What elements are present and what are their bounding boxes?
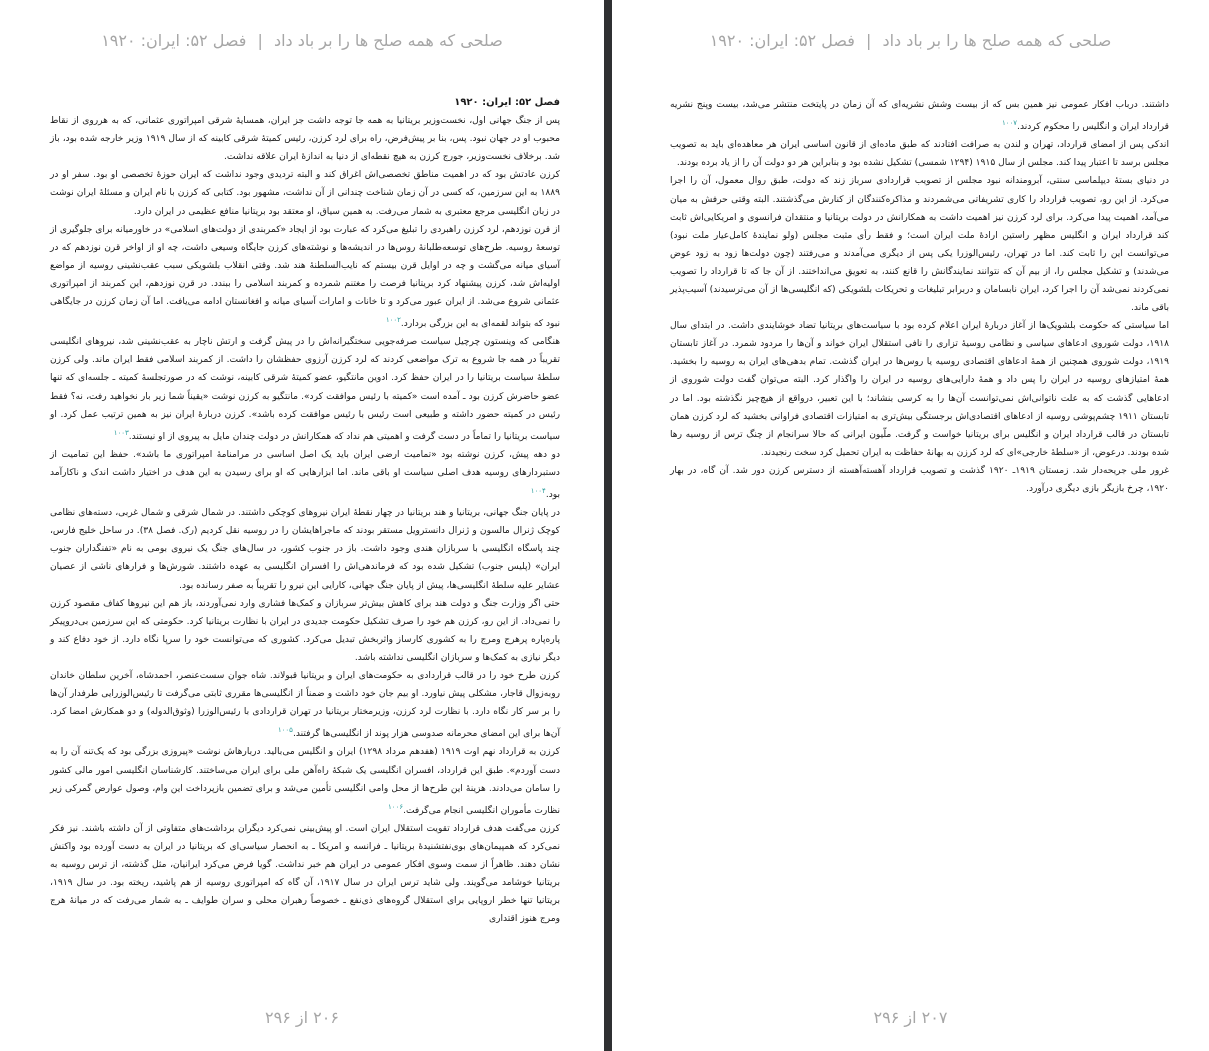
paragraph: غرور ملی جریحه‌دار شد. زمستان ۱۹۱۹ـ ۱۹۲۰ گذشت و تصویب قرارداد آهسته‌آهسته از دسترس کرزن دور شد. آن گاه، در بهار ۱۹۲۰، چرخ بازیگر بازی دیگری درآورد.	[670, 465, 1169, 494]
paragraph: در دنیای بستهٔ دیپلماسی سنتی، آبرومندانه نبود مجلس از تصویب قراردادی سرباز زند که دولت، طبق روال معمول، آن را اجرا می‌کرد. از این رو، تصویب قرارداد را کاری تشریفاتی می‌شمردند و مذاکره‌کنندگان از کنارش می‌گذشتند. البته وقتی حرفش به میان می‌آمد، اهمیت پیدا می‌کرد. برای لرد کرزن نیز اهمیت داشت به همکارانش در دولت بریتانیا و منتقدان فرانسوی و امریکایی‌اش ثابت کند قرارداد ایران و انگلیس مظهر راستین ارادهٔ ملت ایران است؛ و فقط رأی مثبت مجلس (ولو نمایندهٔ کامل‌عیار ملت نبود) می‌توانست این را ثابت کند. اما در تهران، رئیس‌الوزرا یکی پس از دیگری می‌آمدند و می‌رفتند (چون دولت‌ها زود به زود عوض می‌شدند) و تشکیل مجلس را، از بیم آن که نتوانند نمایندگانش را قانع کنند، به تعویق می‌انداختند. از آن جا که تا قرارداد را تصویب نمی‌کردند نمی‌شد آن را اجرا کرد، ایران نابسامان و دربرابر تبلیغات و تحریکات بلشویکی (که انگلیسی‌ها از آن می‌ترسیدند) آسیب‌پذیر باقی ماند.	[670, 176, 1169, 314]
header-book-title: صلحی که همه صلح ها را بر باد داد	[273, 31, 503, 50]
page-number: ۲۰۷ از ۲۹۶	[873, 1008, 948, 1027]
running-header	[0, 31, 604, 50]
paragraph: اما سیاستی که حکومت بلشویک‌ها از آغاز دربارهٔ ایران اعلام کرده بود با سیاست‌های بریتانیا تضاد خوشایندی داشت. در ابتدای سال ۱۹۱۸، دولت شوروی ادعاهای سیاسی و نظامی روسیهٔ تزاری را نافی استقلال ایران خواند و آن‌ها را مردود شمرد. در آغاز تابستان ۱۹۱۹، دولت شوروی همچنین از همهٔ ادعاهای اقتصادی روسیه یا روس‌ها در ایران گذشت. تمام بدهی‌های ایران به روسیه را بخشید. همهٔ امتیازهای روسیه در ایران را پس داد و همهٔ دارایی‌های روسیه در ایران را واگذار کرد. البته می‌توان گفت دولت شوروی از ادعاهایی گذشت که به علت ناتوانی‌اش نمی‌توانست آن‌ها را به کرسی بنشاند؛ با این تعبیر، درواقع از هیچ‌چیز نگذشته بود. اما در تابستان ۱۹۱۱ چشم‌پوشی روسیه از ادعاهای اقتصادی‌اش برجستگی بیش‌تری به امتیازات اقتصادی فراوانی بخشید که لرد کرزن همان تابستان در قالب قرارداد ایران و انگلیس برای بریتانیا خواست و گرفت. ملّیون ایرانی که حالا سرانجام از چنگ ترس از روسیه رها شده بودند. درعوض، از «سلطهٔ خارجی»ای که لرد کرزن به بهانهٔ حفاظت به ایران تحمیل کرد سخت رنجیدند.	[670, 321, 1169, 458]
paragraph: کرزن می‌گفت هدف قرارداد تقویت استقلال ایران است. او پیش‌بینی نمی‌کرد دیگران برداشت‌های متفاوتی از آن داشته باشند. نیز فکر نمی‌کرد که همپیمان‌های بوی‌نفتشنیدهٔ بریتانیا ـ فرانسه و امریکا ـ به انحصار سیاسی‌ای که بریتانیا در ایران به دست آورده بود واکنش نشان دهند. ظاهراً از سمت وسوی افکار عمومی در ایران هم خبر نداشت. گویا فرض می‌کرد ایرانیان، مثل گذشته، از ترس روسیه به بریتانیا خوشامد می‌گویند. ولی شاید ترس ایران در سال ۱۹۱۷، آن گاه که امپراتوری روسیه از هم پاشید، ریخته بود. در سال ۱۹۱۹، بریتانیا تنها خطر اروپایی برای استقلال گروه‌های ذی‌نفع ـ خصوصاً رهبران محلی و سران طوایف ـ به شمار می‌رفت که در میانهٔ هرج ومرج هنوز اقتداری	[50, 823, 560, 925]
footnote-link[interactable]: ۱۰۰۶	[388, 802, 404, 811]
footnote-link[interactable]: ۱۰۰۴	[530, 487, 546, 496]
header-chapter: فصل ۵۲: ایران: ۱۹۲۰	[709, 31, 855, 50]
page-206	[0, 0, 604, 1051]
paragraph: پس از جنگ جهانی اول، نخست‌وزیر بریتانیا به همه جا توجه داشت جز ایران، همسایهٔ شرقی امپراتوری عثمانی، که به هرروی از نقاط محبوب او در جهان نبود. پس، بنا بر پیش‌فرض، راه برای لرد کرزن، رئیس کمیتهٔ شرقی کابینه که از سال ۱۹۱۹ وزیر خارجه شده بود، باز شد. برخلاف نخست‌وزیر، جورج کرزن به هیچ نقطه‌ای از دنیا به اندازهٔ ایران علاقه نداشت.	[50, 116, 560, 163]
paragraph: کرزن طرح خود را در قالب قراردادی به حکومت‌های ایران و بریتانیا قبولاند. شاه جوان سست‌عنصر، احمدشاه، آخرین سلطان خاندان روبه‌زوال قاجار، مشکلی پیش نیاورد. او بیم جان خود داشت و ضمناً از انگلیسی‌ها مقرری ثابتی می‌گرفت تا رئیس‌الوزرایی طرفدار آن‌ها را بر سر کار نگاه دارد. با نظارت لرد کرزن، وزیرمختار بریتانیا در تهران قراردادی با رئیس‌الوزرا (وثوق‌الدوله) و دو همکارش امضا کرد. آن‌ها برای این امضای محرمانه صدوسی هزار پوند از انگلیسی‌ها گرفتند.$^{۱۰۰۵}$	[50, 671, 560, 740]
header-separator: |	[865, 31, 872, 50]
footnote-link[interactable]: ۱۰۰۲	[385, 316, 401, 325]
paragraph: در پایان جنگ جهانی، بریتانیا و هند بریتانیا در چهار نقطهٔ ایران نیروهای کوچکی داشتند. در شمال شرقی و شمال غربی، دسته‌های نظامی کوچک ژنرال مالسون و ژنرال دانسترویل مستقر بودند که ماجراهایشان را در روسیه نقل کردیم (رک. فصل ۳۸). در ساحل خلیج فارس، چند پاسگاه انگلیسی با سربازان هندی وجود داشت. باز در جنوب کشور، در سال‌های جنگ یک نیروی بومی به نام «تفنگداران جنوب ایران» (پلیس جنوب) تشکیل شده بود که فرماندهی‌اش را افسران انگلیسی به عهده داشتند. شورش‌ها و فرارهای ناشی از عصیان عشایر علیه سلطهٔ انگلیسی‌ها، پیش از پایان جنگ جهانی، کارایی این نیرو را تقریباً به صفر رسانده بود.	[50, 508, 560, 591]
header-separator: |	[257, 31, 263, 50]
page-body	[670, 96, 1169, 498]
paragraph: حتی اگر وزارت جنگ و دولت هند برای کاهش بیش‌تر سربازان و کمک‌ها فشاری وارد نمی‌آوردند، باز هم این نیروها کفاف مقصود کرزن را نمی‌داد. از این رو، کرزن هم خود را صرف تشکیل حکومت جدیدی در ایران با نظارت بریتانیا کرد. حکومتی که این سرزمین بی‌دروپیکر پاره‌پاره پرهرج ومرج را به کشوری کارساز واثربخش تبدیل می‌کرد. کشوری که می‌توانست خود را سرپا نگاه دارد. از خود دفاع کند و دیگر نیازی به کمک‌ها و سربازان انگلیسی نداشته باشد.	[50, 598, 560, 663]
footnote-link[interactable]: ۱۰۰۵	[277, 726, 293, 735]
paragraph: از قرن نوزدهم، لرد کرزن راهبردی را تبلیغ می‌کرد که عبارت بود از ایجاد «کمربندی از دولت‌های اسلامی» در خاورمیانه برای جلوگیری از توسعهٔ روسیه. طرح‌های توسعه‌طلبانهٔ روس‌ها در اندیشه‌ها و نوشته‌های کرزن جایگاه وسیعی داشت، چه او از اواخر قرن نوزدهم که در آسیای میانه می‌گشت و چه در اوایل قرن بیستم که نایب‌السلطنهٔ هند شد. وقتی انقلاب بلشویکی سبب عقب‌نشینی روسیه از مواضع اولیه‌اش شد، کرزن پیشنهاد کرد بریتانیا فرصت را مغتنم شمرده و کمربند اسلامی را ببندد. در قرن نوزدهم، این کمربند از امپراتوری عثمانی شروع می‌شد. از ایران عبور می‌کرد و تا خانات و امارات آسیای میانه و افغانستان ادامه می‌یافت. اما آن زمان کرزن در جایگاهی نبود که بتواند لقمه‌ای به این بزرگی بردارد.$^{۱۰۰۲}$	[50, 224, 560, 330]
chapter-title: فصل ۵۲: ایران: ۱۹۲۰	[454, 97, 560, 108]
header-book-title: صلحی که همه صلح ها را بر باد داد	[882, 31, 1112, 50]
footnote-link[interactable]: ۱۰۰۷	[1002, 119, 1018, 128]
paragraph: اندکی پس از امضای قرارداد، تهران و لندن به صرافت افتادند که طبق ماده‌ای از قانون اساسی ایران هر معاهده‌ای باید به تصویب مجلس برسد تا اعتبار پیدا کند. مجلس از سال ۱۹۱۵ (۱۲۹۴ شمسی) تشکیل نشده بود و بنابراین هر دو دولت آن را از یاد برده بودند.	[670, 140, 1169, 169]
paragraph: دو دهه پیش، کرزن نوشته بود «تمامیت ارضی ایران باید یک اصل اساسی در مرامنامهٔ امپراتوری ما باشد». حفظ این تمامیت از دستبردارهای روسیه هدف اصلی سیاست او باقی ماند. اما ابزارهایی که او برای رسیدن به این هدف در اختیار داشت اندک و ناکارآمد بود.$^{۱۰۰۴}$	[50, 449, 560, 501]
paragraph: کرزن به قرارداد نهم اوت ۱۹۱۹ (هفدهم مرداد ۱۲۹۸) ایران و انگلیس می‌بالید. دربارهاش نوشت «پیروزی بزرگی بود که یک‌تنه آن را به دست آوردم». طبق این قرارداد، افسران انگلیسی یک شبکهٔ راه‌آهن ملی برای ایران می‌ساختند. کارشناسان انگلیسی امور مالی کشور را سامان می‌دادند. هزینهٔ این طرح‌ها از محل وامی انگلیسی تأمین می‌شد و برای تضمین بازپرداخت این وام، وصول عوارض گمرکی زیر نظارت مأموران انگلیسی انجام می‌گرفت.$^{۱۰۰۶}$	[50, 747, 560, 816]
page-207	[612, 0, 1209, 1051]
footnote-link[interactable]: ۱۰۰۳	[113, 428, 129, 437]
paragraph: هنگامی که وینستون چرچیل سیاست صرفه‌جویی سختگیرانه‌اش را در پیش گرفت و ارتش ناچار به عقب‌نشینی شد، نیروهای انگلیسی تقریباً در همه جا شروع به ترک مواضعی کردند که لرد کرزن آرزوی حفظشان را داشت. از کمربند اسلامی فقط ایران ماند. ولی کرزن سلطهٔ سیاست بریتانیا را در ایران حفظ کرد. ادوین مانتگیو، عضو کمیتهٔ شرقی کابینه، نوشت که در صورتجلسهٔ کمیته ـ جلسه‌ای که تنها عضو حاضرش کرزن بود ـ آمده است «کمیته با رئیس موافقت کرد». مانتگیو به کرزن نوشت «یقیناً شما زیر بار نخواهید رفت، نه؟ فقط رئیس در کمیته حضور داشته و طبیعی است رئیس با رئیس موافقت کرده باشد». کرزن دربارهٔ ایران نیز به همین ترتیب عمل کرد. او سیاست بریتانیا را تماماً در دست گرفت و اهمیتی هم نداد که همکارانش در دولت چندان مایل به پیروی از او نیستند.$^{۱۰۰۳}$	[50, 337, 560, 442]
header-chapter: فصل ۵۲: ایران: ۱۹۲۰	[101, 31, 247, 50]
running-header	[612, 31, 1209, 50]
page-number: ۲۰۶ از ۲۹۶	[265, 1008, 339, 1027]
page-body	[50, 94, 560, 928]
paragraph: کرزن عادتش بود که در اهمیت مناطق تخصصی‌اش اغراق کند و البته تردیدی وجود نداشت که ایران حوزهٔ تخصصی او بود. سفر او در ۱۸۸۹ به این سرزمین، که کسی در آن زمان شناخت چندانی از آن نداشت، مشهور بود. کتابی که کرزن با نام ایران و مسئلهٔ ایران نوشت در زبان انگلیسی مرجع معتبری به شمار می‌رفت. به همین سیاق، او معتقد بود بریتانیا منافع عظیمی در ایران دارد.	[50, 170, 560, 217]
paragraph: داشتند. درباب افکار عمومی نیز همین بس که از بیست وشش نشریه‌ای که آن زمان در پایتخت منتشر می‌شد، بیست وپنج نشریه قرارداد ایران و انگلیس را محکوم کردند.$^{۱۰۰۷}$	[670, 100, 1169, 133]
